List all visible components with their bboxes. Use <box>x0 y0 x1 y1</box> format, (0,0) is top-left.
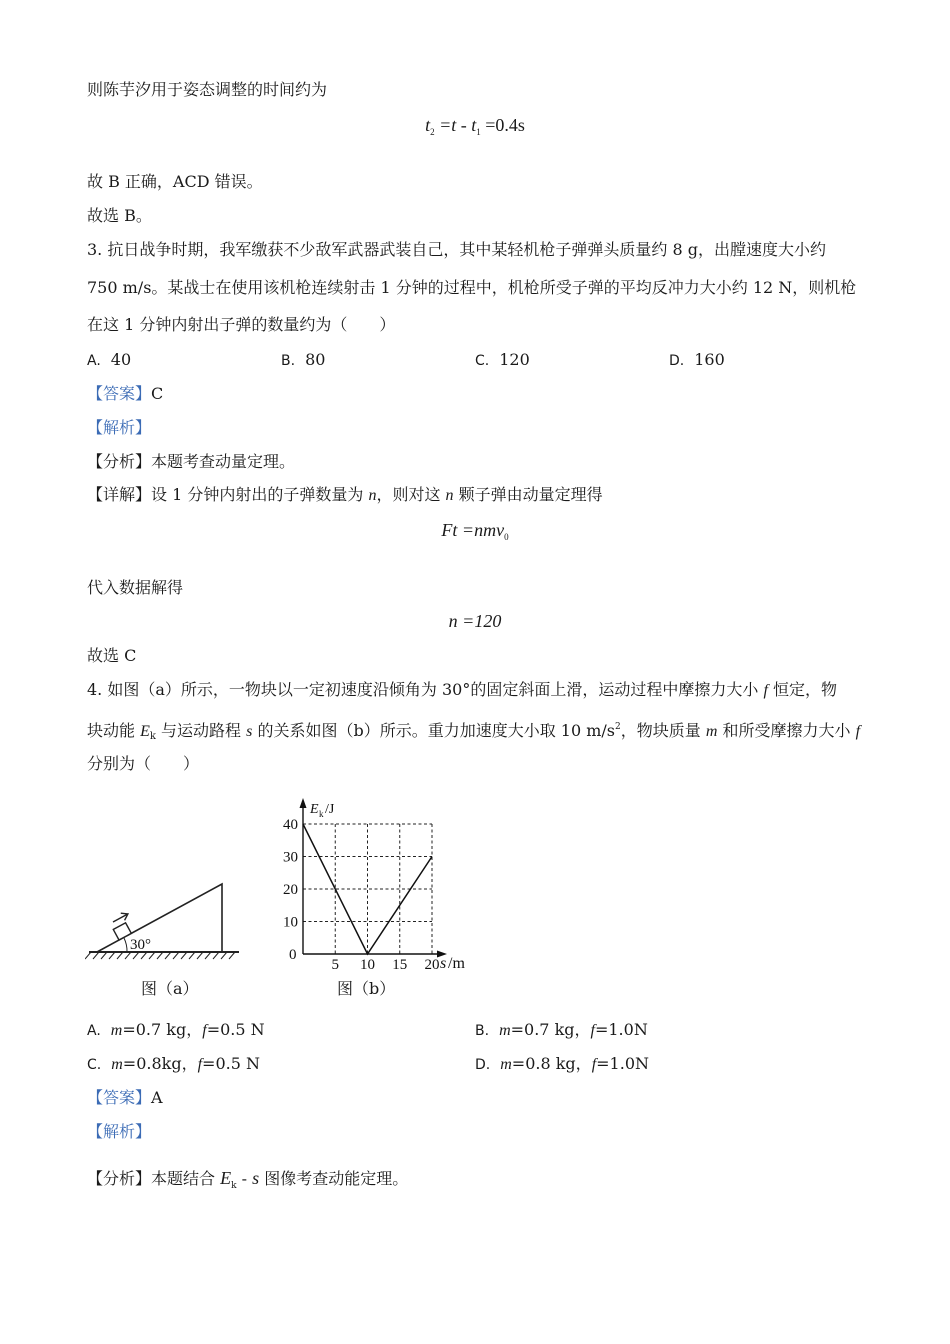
var-f: f <box>591 1056 597 1073</box>
eq-subscript: 1 <box>476 127 481 137</box>
text: ，则对这 <box>376 485 446 504</box>
ground-hatching <box>85 952 235 959</box>
equation-t2 <box>0 115 950 142</box>
subscript-k: k <box>231 1181 237 1191</box>
option-text: 160 <box>694 350 725 369</box>
y-tick-label: 10 <box>283 914 298 931</box>
velocity-arrow <box>111 910 130 925</box>
angle-arc <box>124 938 127 952</box>
x-tick-label: 15 <box>392 957 408 973</box>
paragraph: 故选 C <box>87 646 137 665</box>
option-text: 80 <box>305 350 326 369</box>
answer-tag: 【答案】 <box>87 384 152 403</box>
var-m: m <box>499 1022 511 1039</box>
option-label: D. <box>475 1057 491 1073</box>
x-axis-label-s: s <box>440 955 447 972</box>
paragraph: 代入数据解得 <box>87 578 184 597</box>
paragraph: 故选 B。 <box>87 206 152 225</box>
option-mass: =0.8 kg， <box>511 1054 592 1073</box>
option-d <box>669 350 725 371</box>
option-a <box>87 1020 265 1041</box>
x-tick-labels <box>332 957 440 973</box>
option-b <box>475 1020 648 1041</box>
chart-grid <box>303 824 432 954</box>
option-text: 120 <box>499 350 530 369</box>
option-label: D. <box>669 353 685 369</box>
option-label: B. <box>281 353 296 369</box>
analysis-fenxi <box>87 1168 408 1196</box>
var-m: m <box>111 1056 123 1073</box>
option-b <box>281 350 325 371</box>
figure-a-caption: 图（a） <box>141 979 199 998</box>
x-tick-label: 10 <box>360 957 375 973</box>
question-4-line-1 <box>87 680 837 701</box>
equation-momentum <box>0 520 950 547</box>
var-e: E <box>220 1168 232 1188</box>
var-m: m <box>705 723 718 740</box>
var-f: f <box>197 1056 203 1073</box>
option-force: =1.0N <box>594 1020 648 1039</box>
eq-result: =0.4s <box>485 115 525 135</box>
var-f: f <box>763 682 768 699</box>
origin-label: 0 <box>289 947 297 963</box>
figure-b-chart <box>270 795 480 975</box>
text: ，物块质量 <box>620 721 706 740</box>
y-tick-label: 30 <box>283 849 298 866</box>
angle-label: 30° <box>130 937 151 953</box>
var-f: f <box>855 723 861 740</box>
eq-subscript: 2 <box>430 127 435 137</box>
option-label: C. <box>475 353 490 369</box>
text: 块动能 <box>87 721 141 740</box>
text: 4. 如图（a）所示，一物块以一定初速度沿倾角为 30°的固定斜面上滑，运动过程中摩擦力大小 <box>87 680 764 699</box>
question-3-line-3: 在这 1 分钟内射出子弹的数量约为（ ） <box>87 315 396 334</box>
equation-n <box>0 611 950 631</box>
question-3-line-1: 3. 抗日战争时期，我军缴获不少敌军武器武装自己，其中某轻机枪子弹弹头质量约 8 g，出膛速度大小约 <box>87 240 826 259</box>
answer-value: C <box>151 384 164 403</box>
subscript-k: k <box>149 731 156 742</box>
analysis-fenxi: 【分析】本题考查动量定理。 <box>87 452 296 471</box>
eq-subscript: 0 <box>504 532 509 542</box>
text: 颗子弹由动量定理得 <box>453 485 603 504</box>
option-label: C. <box>87 1057 102 1073</box>
option-label: A. <box>87 353 101 369</box>
var-f: f <box>590 1022 595 1039</box>
figure-a-incline <box>85 870 245 970</box>
eq-expression: n =120 <box>448 611 502 631</box>
analysis-tag: 【解析】 <box>87 418 152 437</box>
y-tick-labels <box>283 817 298 931</box>
y-axis-arrow <box>300 798 307 808</box>
analysis-xiangjie <box>87 485 603 506</box>
dash: - <box>236 1169 253 1188</box>
text: 的关系如图（b）所示。重力加速度大小取 10 m/s <box>252 721 615 740</box>
option-mass: =0.7 kg， <box>122 1020 203 1039</box>
text: 与运动路程 <box>155 721 247 740</box>
x-tick-label: 20 <box>424 957 440 973</box>
figure-b-caption: 图（b） <box>337 979 396 998</box>
y-tick-label: 20 <box>283 882 298 898</box>
option-force: =1.0N <box>596 1054 649 1073</box>
var-n: n <box>368 487 377 504</box>
block <box>113 923 131 940</box>
var-s: s <box>252 1168 260 1188</box>
answer-value: A <box>151 1088 163 1107</box>
x-tick-label: 5 <box>331 957 339 973</box>
text: 图像考查动能定理。 <box>259 1169 409 1188</box>
answer-tag: 【答案】 <box>87 1088 152 1107</box>
option-a <box>87 350 131 371</box>
incline-triangle <box>97 884 222 952</box>
option-force: =0.5 N <box>202 1054 260 1073</box>
y-axis-label-unit: /J <box>325 802 335 817</box>
y-axis-label-k: k <box>319 809 324 819</box>
option-label: A. <box>87 1023 101 1039</box>
text: 【详解】设 1 分钟内射出的子弹数量为 <box>87 485 369 504</box>
analysis-tag: 【解析】 <box>87 1122 152 1141</box>
var-n: n <box>445 487 454 504</box>
var-m: m <box>110 1022 123 1039</box>
question-4-line-2 <box>87 717 860 747</box>
option-mass: =0.8kg， <box>122 1054 198 1073</box>
paragraph: 则陈芋汐用于姿态调整的时间约为 <box>87 80 328 99</box>
y-tick-label: 40 <box>283 817 298 833</box>
option-text: 40 <box>110 350 132 369</box>
var-e: E <box>140 723 150 740</box>
answer-line <box>87 384 163 404</box>
eq-var: t <box>425 115 431 135</box>
option-d <box>475 1054 649 1075</box>
x-axis-label-unit: /m <box>448 955 465 972</box>
option-c <box>87 1054 260 1075</box>
paragraph: 故 B 正确，ACD 错误。 <box>87 172 263 191</box>
question-4-line-3: 分别为（ ） <box>87 754 200 773</box>
var-s: s <box>246 723 253 740</box>
var-f: f <box>202 1022 207 1039</box>
y-axis-label-e: E <box>310 802 319 817</box>
option-label: B. <box>475 1023 490 1039</box>
option-mass: =0.7 kg， <box>510 1020 591 1039</box>
text: 【分析】本题结合 <box>87 1169 221 1188</box>
text: 和所受摩擦力大小 <box>717 721 856 740</box>
eq-middle: =t - t <box>439 115 477 135</box>
superscript: 2 <box>615 722 621 732</box>
question-3-line-2: 750 m/s。某战士在使用该机枪连续射击 1 分钟的过程中，机枪所受子弹的平均反冲力大小约 12 N，则机枪 <box>87 278 857 297</box>
chart-axes <box>300 798 448 958</box>
text: 恒定，物 <box>767 680 837 699</box>
option-c <box>475 350 530 371</box>
option-force: =0.5 N <box>206 1020 265 1039</box>
answer-line <box>87 1088 163 1108</box>
var-m: m <box>500 1056 512 1073</box>
eq-expression: Ft =nmv <box>441 520 505 540</box>
